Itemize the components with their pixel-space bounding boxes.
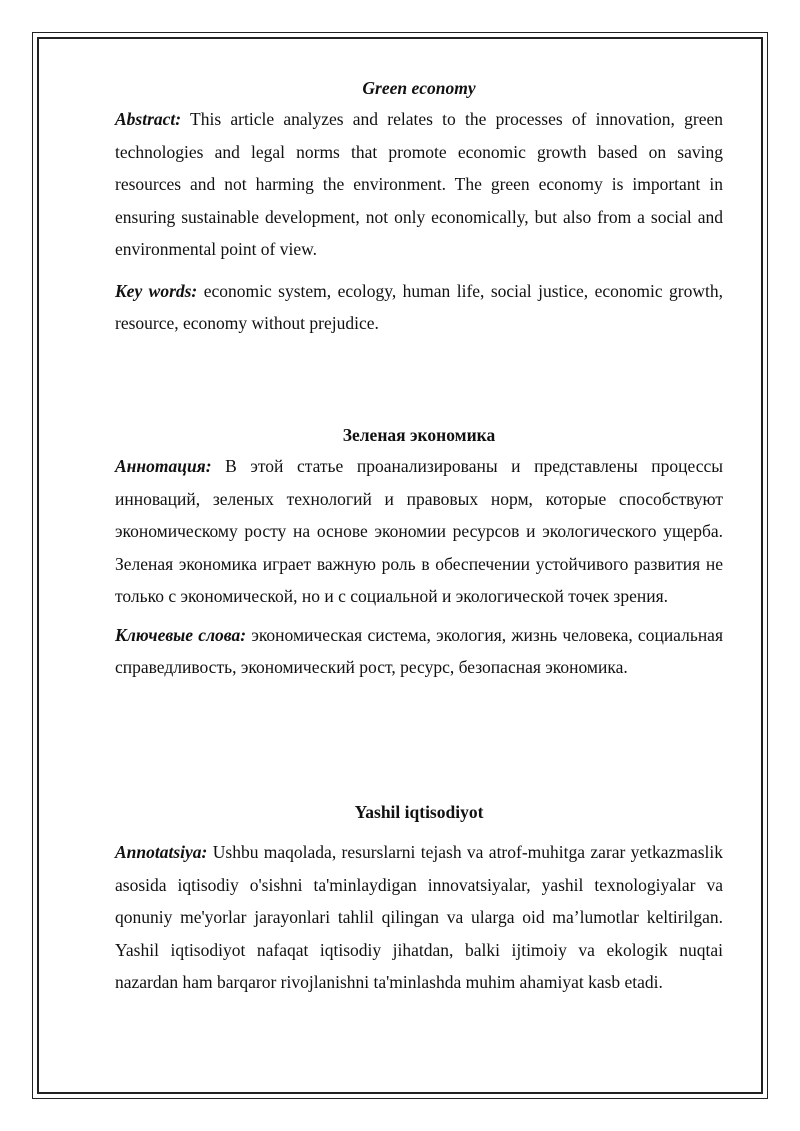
english-section (115, 73, 723, 340)
english-title: Green economy (362, 78, 476, 98)
english-abstract (115, 103, 723, 266)
uzbek-section (115, 797, 723, 999)
english-keywords-text: economic system, ecology, human life, social justice, economic growth, resource, economy without prejudice. (115, 280, 724, 333)
english-keywords-label: Key words: (115, 280, 198, 301)
russian-section (115, 420, 723, 684)
english-abstract-text: This article analyzes and relates to the processes of innovation, green technologies and legal norms that promote economic growth based on saving resources and not harming the environment. The green economy is important in ensuring sustainable development, not only economically, but also from a social and environmental point of view. (115, 109, 723, 259)
english-keywords (115, 275, 723, 340)
russian-abstract-label: Аннотация: (115, 456, 212, 476)
uzbek-title: Yashil iqtisodiyot (354, 802, 484, 822)
russian-keywords-label: Ключевые слова: (115, 624, 247, 645)
english-abstract-label: Abstract: (115, 109, 182, 129)
russian-abstract-text: В этой статье проанализированы и представлены процессы инноваций, зеленых технологий и правовых норм, которые способствуют экономическому росту на основе экономии ресурсов и экологического ущерба. Зеленая экономика играет важную роль в обеспечении устойчивого развития не только с экономической, но и с социальной и экологической точек зрения. (115, 456, 723, 606)
uzbek-abstract (115, 836, 723, 999)
russian-abstract (115, 450, 723, 613)
russian-title: Зеленая экономика (342, 425, 496, 445)
uzbek-abstract-text: Ushbu maqolada, resurslarni tejash va atrof-muhitga zarar yetkazmaslik asosida iqtisodiy o'sishni ta'minlaydigan innovatsiyalar, yashil texnologiyalar va qonuniy me'yorlar jarayonlari tahlil qilingan va ularga oid ma’lumotlar keltirilgan. Yashil iqtisodiyot nafaqat iqtisodiy jihatdan, balki ijtimoiy va ekologik nuqtai nazardan ham barqaror rivojlanishni ta'minlashda muhim ahamiyat kasb etadi. (115, 842, 723, 992)
russian-keywords-text: экономическая система, экология, жизнь человека, социальная справедливость, экономический рост, ресурс, безопасная экономика. (115, 624, 723, 677)
russian-keywords (115, 619, 723, 684)
uzbek-abstract-label: Annotatsiya: (115, 842, 208, 862)
